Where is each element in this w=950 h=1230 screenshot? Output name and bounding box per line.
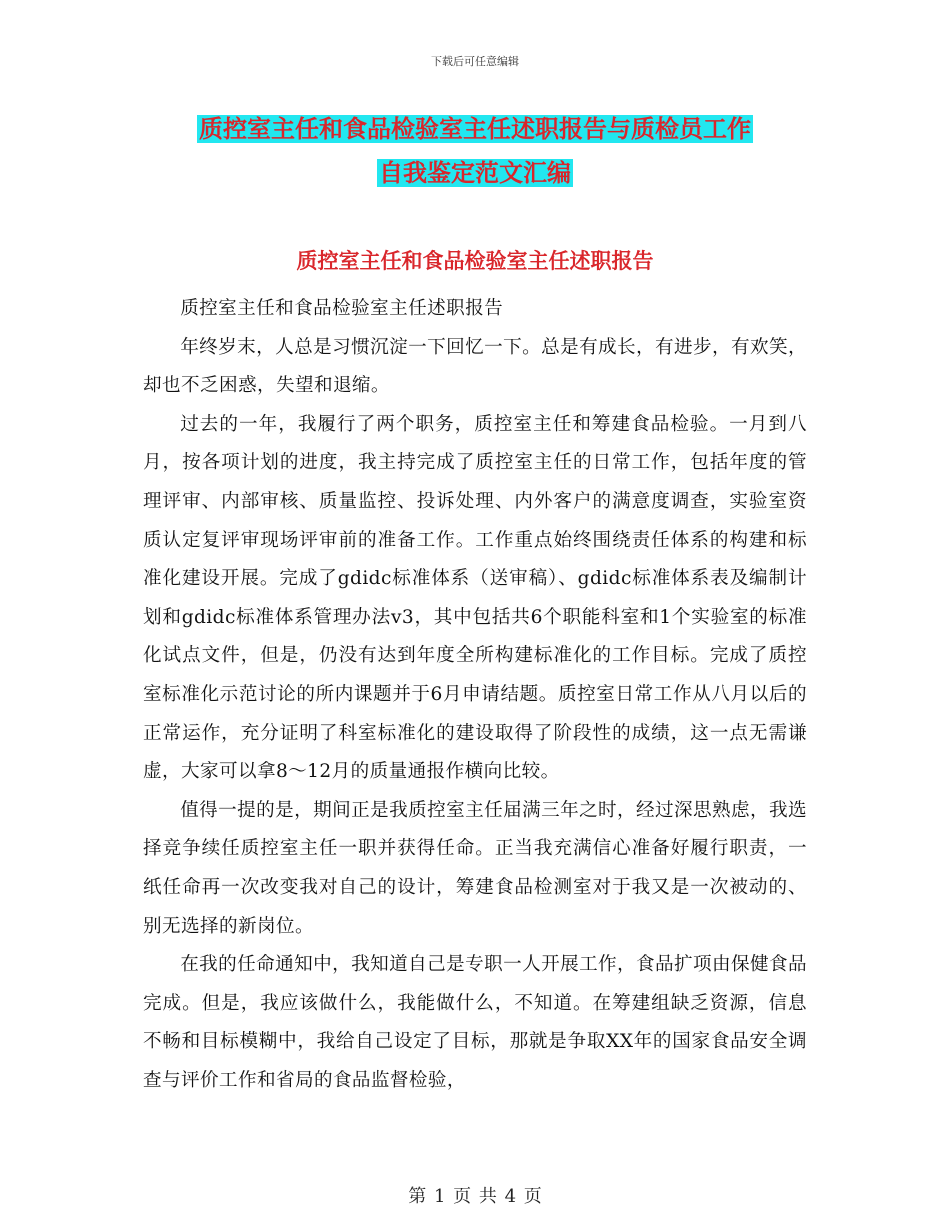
paragraph: 值得一提的是，期间正是我质控室主任届满三年之时，经过深思熟虑，我选择竞争续任质控室主任一职并获得任命。正当我充满信心准备好履行职责，一纸任命再一次改变我对自己的设计，筹建食品检测室对于我又是一次被动的、别无选择的新岗位。 (143, 799, 807, 937)
page-footer: 第 1 页 共 4 页 (408, 1186, 542, 1207)
paragraph: 过去的一年，我履行了两个职务，质控室主任和筹建食品检验。一月到八月，按各项计划的进度，我主持完成了质控室主任的日常工作，包括年度的管理评审、内部审核、质量监控、投诉处理、内外客户的满意度调查，实验室资质认定复评审现场评审前的准备工作。工作重点始终围绕责任体系的构建和标准化建设开展。完成了gdidc标准体系（送审稿）、gdidc标准体系表及编制计划和gdidc标准体系管理办法v3，其中包括共6个职能科室和1个实验室的标准化试点文件，但是，仍没有达到年度全所构建标准化的工作目标。完成了质控室标准化示范讨论的所内课题并于6月申请结题。质控室日常工作从八月以后的正常运作，充分证明了科室标准化的建设取得了阶段性的成绩，这一点无需谦虚，大家可以拿8～12月的质量通报作横向比较。 (143, 413, 807, 783)
paragraph: 在我的任命通知中，我知道自己是专职一人开展工作，食品扩项由保健食品完成。但是，我应该做什么，我能做什么，不知道。在筹建组缺乏资源，信息不畅和目标模糊中，我给自己设定了目标，那就是争取XX年的国家食品安全调查与评价工作和省局的食品监督检验， (143, 954, 807, 1091)
section-title: 质控室主任和食品检验室主任述职报告 (296, 249, 654, 273)
header-note: 下载后可任意编辑 (431, 55, 519, 68)
paragraph: 质控室主任和食品检验室主任述职报告 (180, 298, 504, 319)
document-body (143, 290, 807, 1100)
main-title-text-1: 质控室主任和食品检验室主任述职报告与质检员工作 (199, 115, 751, 143)
main-title-line-1 (0, 109, 950, 149)
paragraph: 年终岁末，人总是习惯沉淀一下回忆一下。总是有成长，有进步，有欢笑，却也不乏困惑，失望和退缩。 (143, 336, 807, 397)
main-title-line-2 (0, 153, 950, 193)
main-title-text-2: 自我鉴定范文汇编 (379, 159, 571, 187)
